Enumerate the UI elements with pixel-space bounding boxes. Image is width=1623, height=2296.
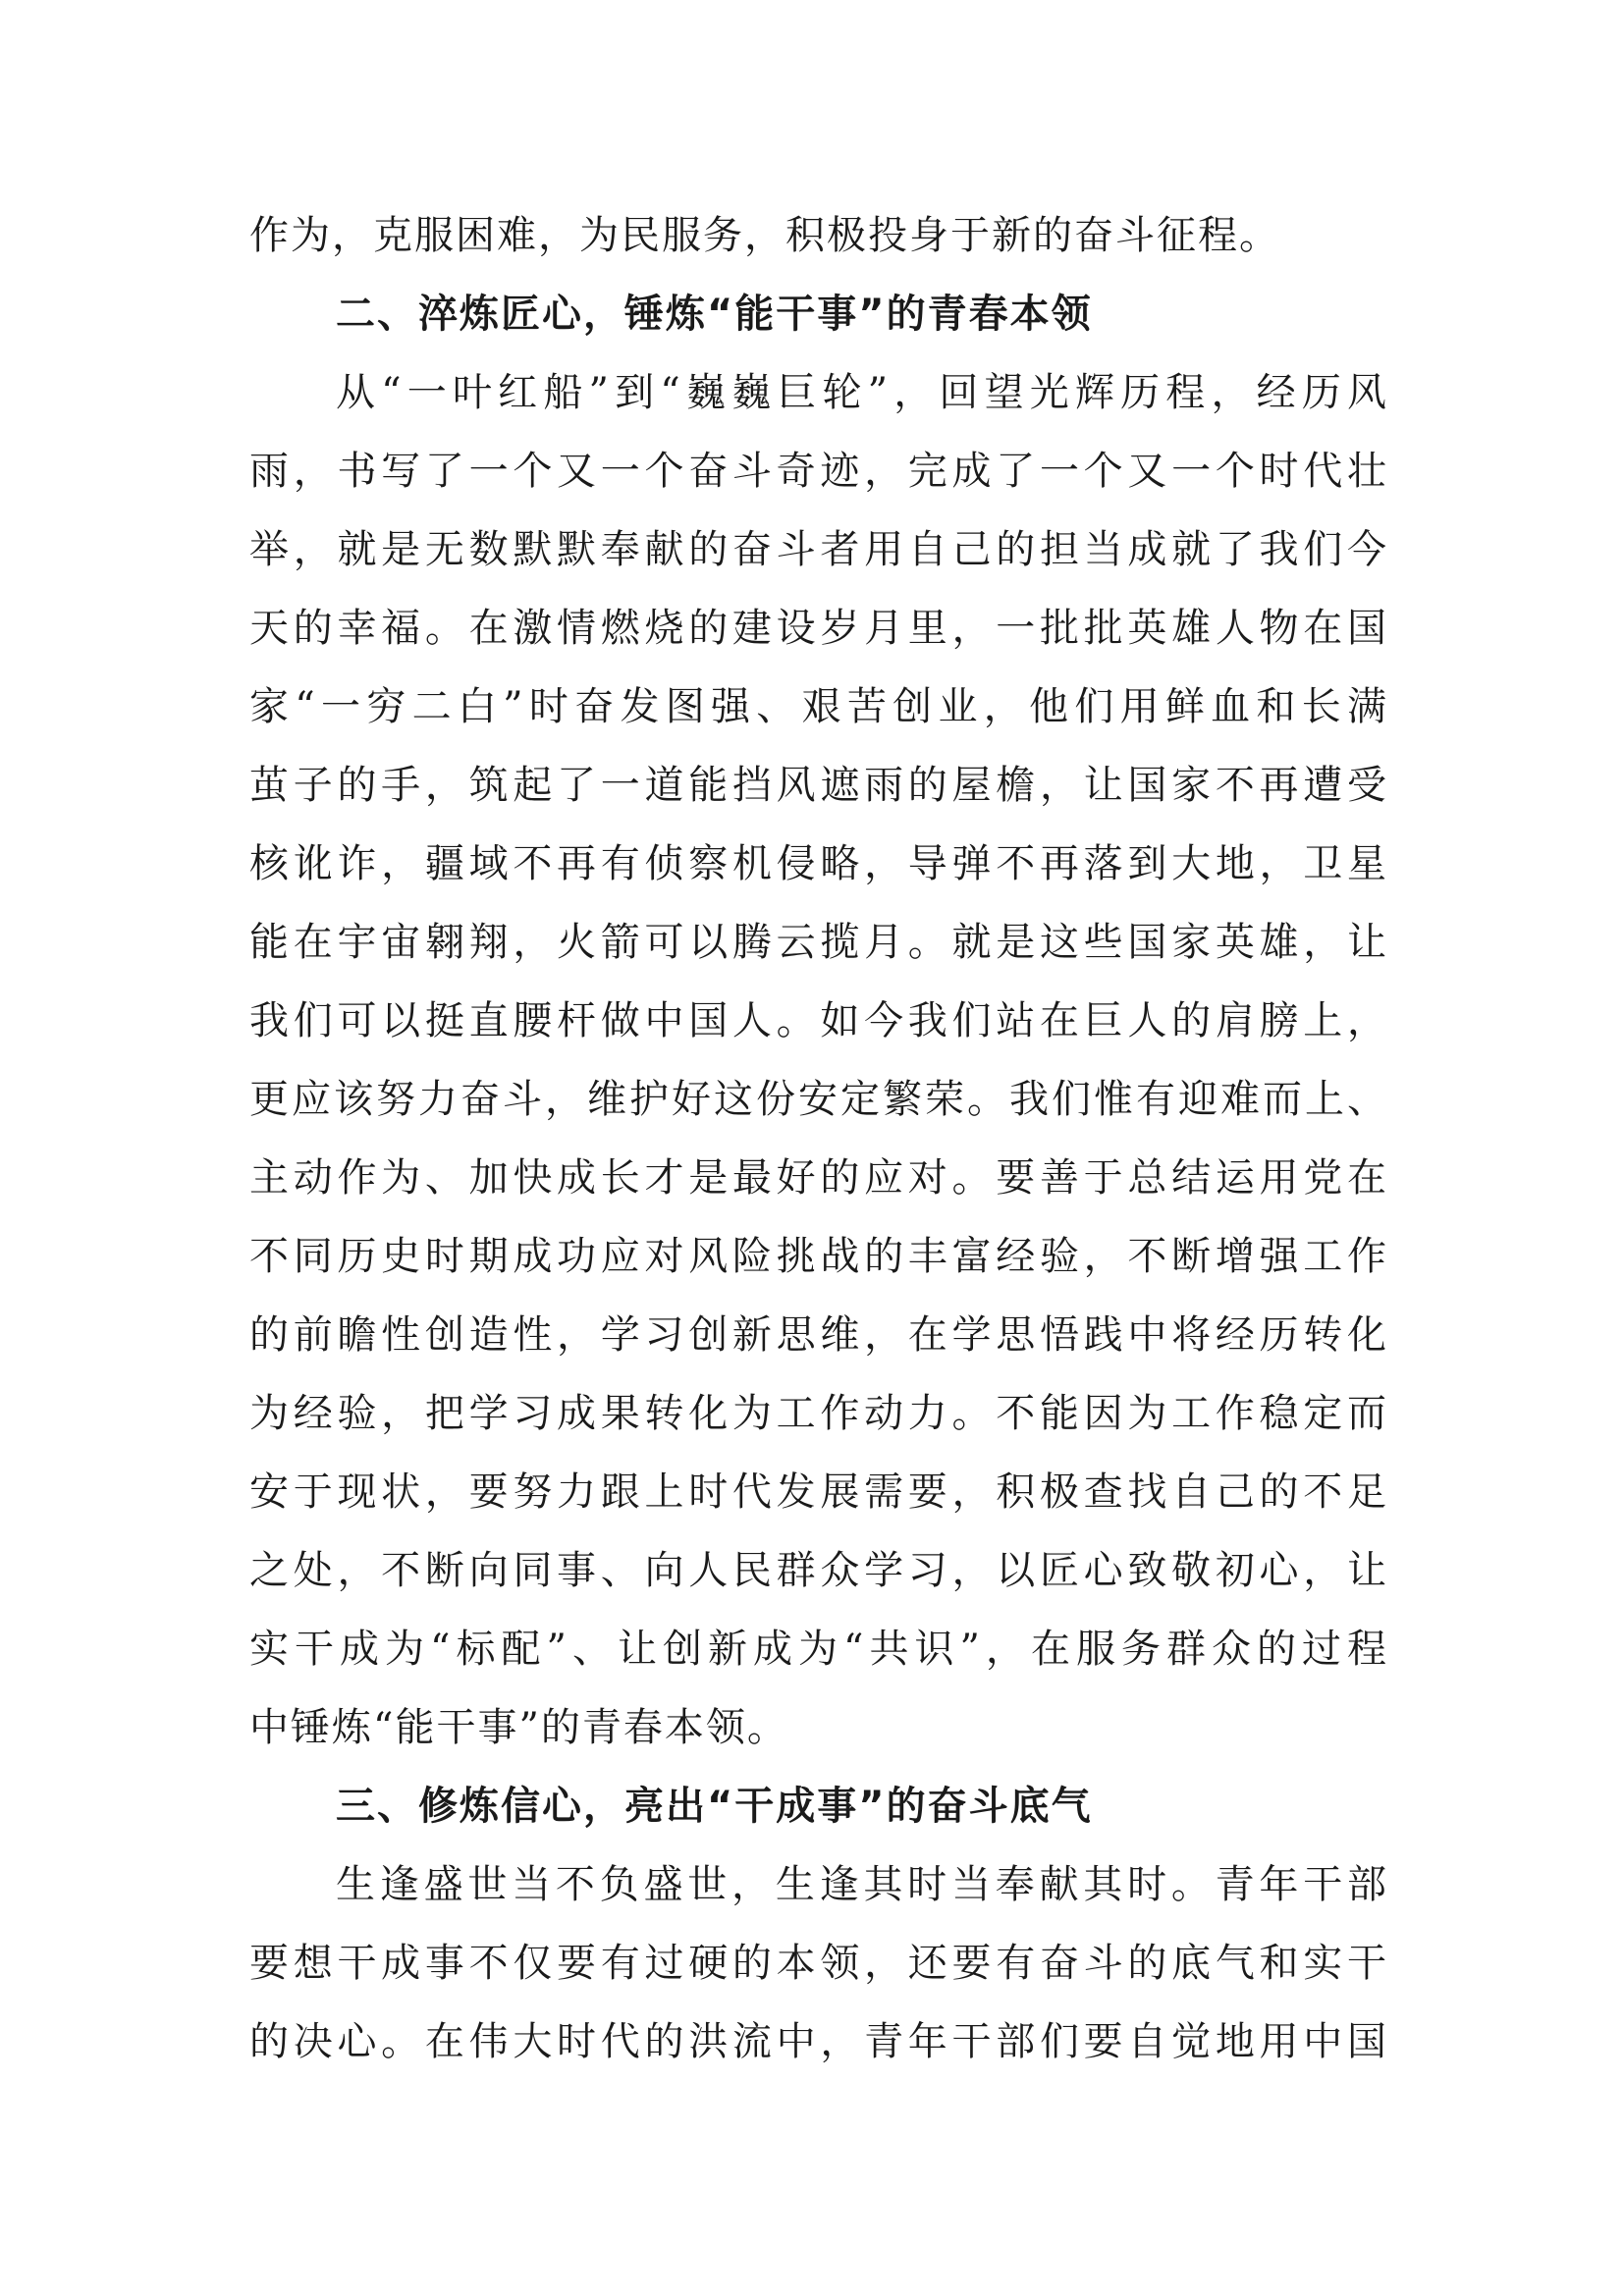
section-heading-3: 三、修炼信心，亮出“干成事”的奋斗底气 — [336, 1784, 1093, 1829]
text-line: 家“一穷二白”时奋发图强、艰苦创业，他们用鲜血和长满 — [249, 684, 1388, 729]
text-line: 不同历史时期成功应对风险挑战的丰富经验，不断增强工作 — [249, 1234, 1388, 1279]
text-line: 更应该努力奋斗，维护好这份安定繁荣。我们惟有迎难而上、 — [249, 1077, 1388, 1122]
text-line: 举，就是无数默默奉献的奋斗者用自己的担当成就了我们今 — [249, 527, 1388, 572]
text-line: 为经验，把学习成果转化为工作动力。不能因为工作稳定而 — [249, 1391, 1388, 1436]
paragraph-start: 从“一叶红船”到“巍巍巨轮”，回望光辉历程，经历风 — [336, 370, 1388, 415]
text-line: 雨，书写了一个又一个奋斗奇迹，完成了一个又一个时代壮 — [249, 449, 1388, 494]
body-text — [249, 196, 1388, 2081]
text-line: 的前瞻性创造性，学习创新思维，在学思悟践中将经历转化 — [249, 1312, 1388, 1358]
text-line: 实干成为“标配”、让创新成为“共识”，在服务群众的过程 — [249, 1627, 1388, 1672]
text-line: 作为，克服困难，为民服务，积极投身于新的奋斗征程。 — [249, 213, 1280, 258]
text-line: 安于现状，要努力跟上时代发展需要，积极查找自己的不足 — [249, 1469, 1388, 1515]
text-line: 中锤炼“能干事”的青春本领。 — [249, 1705, 788, 1750]
text-line: 要想干成事不仅要有过硬的本领，还要有奋斗的底气和实干 — [249, 1941, 1388, 1986]
text-line: 主动作为、加快成长才是最好的应对。要善于总结运用党在 — [249, 1155, 1388, 1201]
text-line: 的决心。在伟大时代的洪流中，青年干部们要自觉地用中国 — [249, 2019, 1388, 2064]
text-line: 我们可以挺直腰杆做中国人。如今我们站在巨人的肩膀上， — [249, 998, 1388, 1043]
text-line: 天的幸福。在激情燃烧的建设岁月里，一批批英雄人物在国 — [249, 606, 1388, 651]
section-heading-2: 二、淬炼匠心，锤炼“能干事”的青春本领 — [336, 292, 1093, 337]
text-line: 核讹诈，疆域不再有侦察机侵略，导弹不再落到大地，卫星 — [249, 841, 1388, 886]
text-line: 茧子的手，筑起了一道能挡风遮雨的屋檐，让国家不再遭受 — [249, 763, 1388, 808]
text-line: 之处，不断向同事、向人民群众学习，以匠心致敬初心，让 — [249, 1548, 1388, 1593]
paragraph-start: 生逢盛世当不负盛世，生逢其时当奉献其时。青年干部 — [336, 1862, 1388, 1907]
text-line: 能在宇宙翱翔，火箭可以腾云揽月。就是这些国家英雄，让 — [249, 920, 1388, 965]
